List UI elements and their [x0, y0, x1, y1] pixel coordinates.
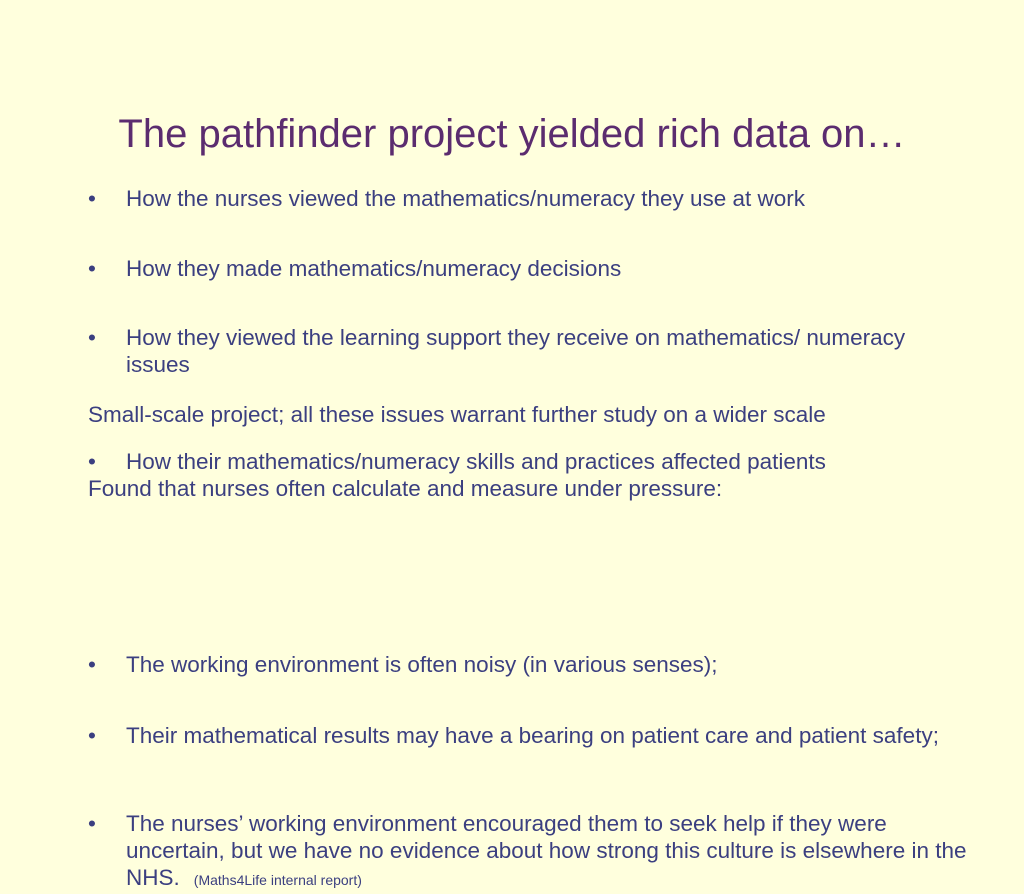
bullet-text: Their mathematical results may have a bearing on patient care and patient safety;	[126, 723, 939, 748]
bullet-dot: •	[88, 186, 96, 211]
bullet-dot: •	[88, 256, 96, 281]
bullet-dot: •	[88, 449, 96, 474]
bullet-item	[88, 324, 966, 378]
bullet-text: The nurses’ working environment encouraged them to seek help if they were uncertain, but we have no evidence about how strong this culture is elsewhere in the NHS.	[126, 811, 967, 890]
bullet-item	[88, 448, 986, 475]
bullet-text: How they made mathematics/numeracy decisions	[126, 256, 622, 281]
bullet-item	[88, 810, 986, 894]
bullet-dot: •	[88, 652, 96, 677]
bullet-text: The working environment is often noisy (in various senses);	[126, 652, 718, 677]
bullet-item	[88, 651, 986, 678]
bullet-dot: •	[88, 811, 96, 836]
bullet-text: How their mathematics/numeracy skills and practices affected patients	[126, 449, 826, 474]
slide-title: The pathfinder project yielded rich data on…	[118, 112, 906, 156]
findings-intro: Found that nurses often calculate and measure under pressure:	[88, 476, 723, 501]
reference-note: (Maths4Life internal report)	[186, 872, 362, 888]
bullet-item	[88, 185, 986, 212]
bullet-text: How the nurses viewed the mathematics/numeracy they use at work	[126, 186, 806, 211]
summary-paragraph: Small-scale project; all these issues warrant further study on a wider scale	[88, 402, 826, 427]
bullet-dot: •	[88, 723, 96, 748]
bullet-text: How they viewed the learning support they receive on mathematics/ numeracy issues	[126, 325, 906, 377]
bullet-item	[88, 722, 956, 749]
bullet-dot: •	[88, 325, 96, 350]
bullet-item	[88, 255, 986, 282]
